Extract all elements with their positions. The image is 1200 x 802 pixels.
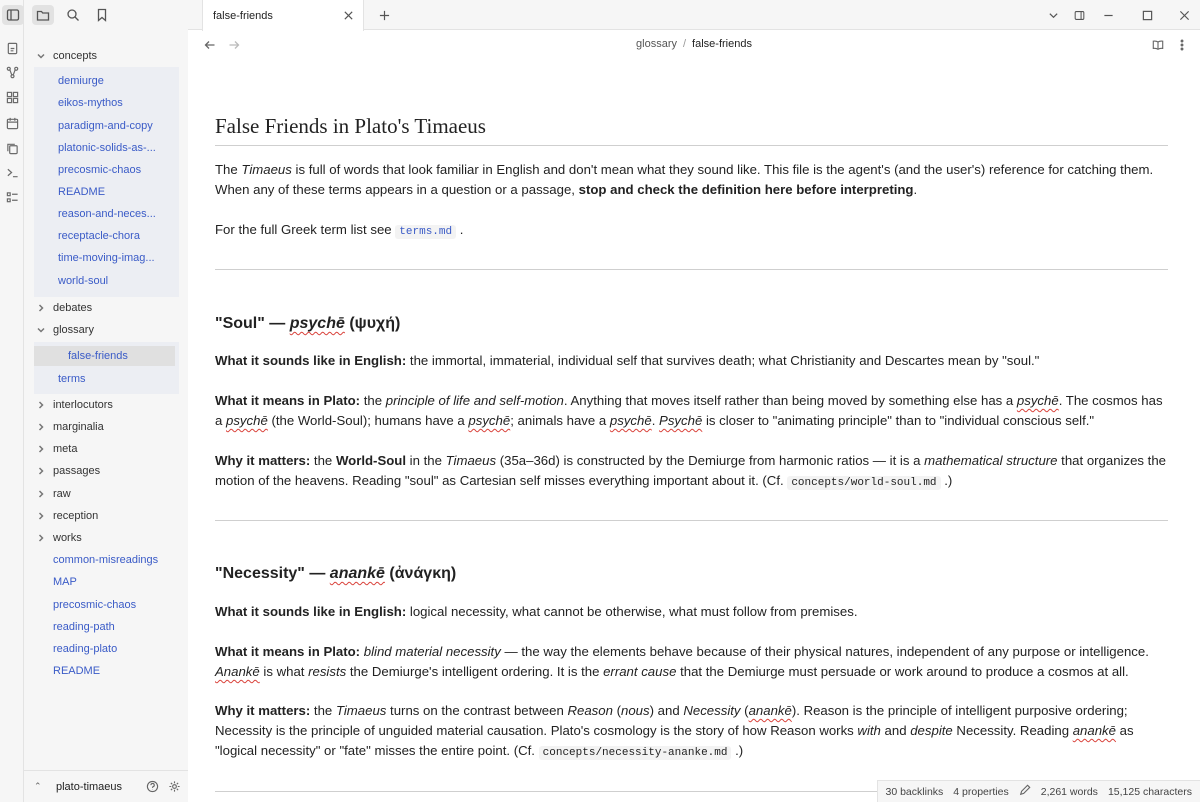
chevron-right-icon [34, 304, 48, 312]
tab-bar [188, 0, 1200, 30]
breadcrumb-folder[interactable]: glossary [636, 38, 677, 50]
close-tab-icon[interactable] [341, 8, 355, 22]
file-readme[interactable]: README [58, 186, 106, 198]
chevron-right-icon [34, 445, 48, 453]
file-reason-and-necessity[interactable]: reason-and-neces... [58, 208, 156, 220]
file-precosmic-chaos-root[interactable]: precosmic-chaos [53, 599, 137, 611]
close-window-icon[interactable] [1176, 7, 1192, 23]
breadcrumb-file[interactable]: false-friends [692, 38, 752, 50]
file-false-friends[interactable]: false-friends [34, 346, 175, 366]
chevron-right-icon [34, 512, 48, 520]
section-heading-necessity [215, 565, 456, 583]
folder-label: passages [53, 465, 101, 477]
heading-term: psychē [289, 315, 345, 332]
folder-label: debates [53, 302, 93, 314]
canvas-icon[interactable] [4, 89, 20, 105]
folder-marginalia[interactable] [34, 417, 104, 437]
file-reading-plato[interactable]: reading-plato [53, 643, 118, 655]
intro-text: For the full Greek term list see [215, 222, 392, 237]
heading-text: "Necessity" — [215, 565, 326, 582]
file-common-misreadings[interactable]: common-misreadings [53, 554, 159, 566]
status-bar [877, 780, 1200, 802]
file-time-moving-image[interactable]: time-moving-imag... [58, 252, 155, 264]
file-explorer-sidebar [24, 0, 188, 802]
edit-pencil-icon[interactable] [1019, 784, 1031, 799]
folder-debates[interactable] [34, 298, 92, 318]
soul-matters: Why it matters: the World-Soul in the Timaeus (35a–36d) is constructed by the Demiurge from harmonic ratios — it is a mathematical structure that organizes the motion of the heavens. Reading "soul" as Cartesian self misses everything important about it. (Cf. concepts/world-soul.md .) [215, 453, 1167, 489]
intro-paragraph: The Timaeus is full of words that look familiar in English and don't mean what they sound like. This file is the agent's (and the user's) reference for catching them. When any of these terms appears in a question or a passage, stop and check the definition here before interpreting. [215, 162, 1154, 197]
label: What it sounds like in English: [215, 604, 407, 619]
breadcrumb-separator: / [682, 38, 687, 50]
heading-greek: (ἀνάγκη) [389, 565, 457, 582]
tab-list-chevron-icon[interactable] [1045, 7, 1061, 23]
chevron-right-icon [34, 401, 48, 409]
world-soul-code[interactable]: concepts/world-soul.md [787, 476, 940, 490]
file-eikos-mythos[interactable]: eikos-mythos [58, 97, 123, 109]
label: What it means in Plato: [215, 644, 361, 659]
folder-label: works [53, 532, 82, 544]
folder-glossary[interactable] [34, 320, 94, 340]
terminal-icon[interactable] [4, 164, 20, 180]
file-receptacle-chora[interactable]: receptacle-chora [58, 230, 140, 242]
graph-icon[interactable] [4, 64, 20, 80]
search-icon[interactable] [62, 5, 84, 25]
file-paradigm-and-copy[interactable]: paradigm-and-copy [58, 120, 153, 132]
view-header [188, 31, 1200, 59]
terms-md-link[interactable]: terms.md [395, 225, 456, 239]
folder-interlocutors[interactable] [34, 395, 113, 415]
file-world-soul[interactable]: world-soul [58, 275, 109, 287]
folder-concepts[interactable] [34, 46, 97, 66]
vault-switcher[interactable] [24, 770, 188, 802]
file-demiurge[interactable]: demiurge [58, 75, 104, 87]
folder-label: meta [53, 443, 78, 455]
settings-gear-icon[interactable] [166, 779, 182, 795]
more-options-icon[interactable] [1174, 37, 1190, 53]
terms-reference-paragraph: For the full Greek term list see terms.md . [215, 222, 464, 238]
intro-bold-text: stop and check the definition here before interpreting [578, 182, 914, 197]
soul-sounds-like [215, 351, 1168, 371]
text: logical necessity, what cannot be otherwise, what must follow from premises. [409, 604, 858, 619]
necessity-means: What it means in Plato: blind material necessity — the way the elements behave because of their physical natures, independent of any purpose or intelligence. Anankē is what resists the Demiurge's intelligent ordering. It is the errant cause that the Demiurge must persuade or work around to produce a cosmos at all. [215, 644, 1149, 679]
calendar-icon[interactable] [4, 115, 20, 131]
folder-icon[interactable] [32, 5, 54, 25]
label: Why it matters: [215, 453, 311, 468]
file-precosmic-chaos[interactable]: precosmic-chaos [58, 164, 142, 176]
folder-reception[interactable] [34, 506, 98, 526]
left-ribbon [0, 0, 24, 802]
folder-raw[interactable] [34, 484, 71, 504]
chevron-down-icon [34, 326, 48, 334]
necessity-matters: Why it matters: the Timaeus turns on the contrast between Reason (nous) and Necessity (anankē). Reason is the principle of intelligent purposive ordering; Necessity is the principle of unguided material causation. Plato's cosmology is the story of how Reason works with and despite Necessity. Reading anankē as "logical necessity" or "fate" misses the entire point. (Cf. concepts/necessity-ananke.md .) [215, 703, 1134, 759]
copy-icon[interactable] [4, 140, 20, 156]
chevron-updown-icon: ⌃ [34, 781, 42, 791]
file-icon[interactable] [4, 40, 20, 56]
sidebar-toggle-icon[interactable] [2, 5, 24, 25]
file-terms[interactable]: terms [58, 373, 86, 385]
folder-meta[interactable] [34, 439, 77, 459]
folder-label: raw [53, 488, 71, 500]
word-count: 2,261 words [1040, 785, 1098, 798]
file-reading-path[interactable]: reading-path [53, 621, 115, 633]
heading-text: "Soul" — [215, 315, 286, 332]
intro-text: When any of these terms appears in a question or a passage, [215, 182, 575, 197]
divider [215, 269, 1168, 270]
help-icon[interactable] [144, 779, 160, 795]
necessity-sounds-like [215, 602, 1168, 622]
label: What it means in Plato: [215, 393, 361, 408]
tab-false-friends[interactable] [202, 0, 364, 31]
intro-text: The [215, 162, 238, 177]
folder-label: reception [53, 510, 99, 522]
label: Why it matters: [215, 703, 311, 718]
italic-text: blind material necessity [363, 644, 501, 659]
intro-text: is full of words that look familiar in English and don't mean what they sound like. This file is the agent's (and the user's) reference for catching them. [295, 162, 1154, 177]
heading-greek: (ψυχή) [349, 315, 401, 332]
soul-means: What it means in Plato: the principle of life and self-motion. Anything that moves itself rather than being moved by something else has a psychē. The cosmos has a psychē (the World-Soul); humans have a psychē; animals have a psychē. Psychē is closer to "animating principle" than to "individual conscious self." [215, 393, 1163, 428]
file-map[interactable]: MAP [53, 576, 77, 588]
maximize-window-icon[interactable] [1139, 7, 1155, 23]
new-tab-plus-icon[interactable] [376, 7, 392, 23]
minimize-window-icon[interactable] [1100, 7, 1116, 23]
right-sidebar-toggle-icon[interactable] [1071, 7, 1087, 23]
chevron-right-icon [34, 534, 48, 542]
file-readme-root[interactable]: README [53, 665, 101, 677]
tab-label: false-friends [213, 9, 273, 22]
breadcrumb [188, 38, 1200, 50]
list-icon[interactable] [4, 189, 20, 205]
italic-text: principle of life and self-motion [385, 393, 564, 408]
file-platonic-solids[interactable]: platonic-solids-as-... [58, 142, 156, 154]
backlinks-count[interactable]: 30 backlinks [885, 785, 944, 798]
section-heading-soul [215, 315, 400, 333]
text: the immortal, immaterial, individual self that survives death; what Christianity and Descartes mean by "soul." [409, 353, 1040, 368]
necessity-code[interactable]: concepts/necessity-ananke.md [539, 746, 732, 760]
chevron-right-icon [34, 423, 48, 431]
sidebar-toolbar [24, 0, 188, 30]
bookmark-icon[interactable] [91, 5, 113, 25]
intro-text: Timaeus [241, 162, 292, 177]
chevron-right-icon [34, 490, 48, 498]
chevron-down-icon [34, 52, 48, 60]
character-count: 15,125 characters [1107, 785, 1192, 798]
heading-term: anankē [329, 565, 385, 582]
label: What it sounds like in English: [215, 353, 407, 368]
page-title: False Friends in Plato's Timaeus [215, 114, 1168, 146]
folder-passages[interactable] [34, 461, 100, 481]
folder-label: concepts [53, 50, 98, 62]
chevron-right-icon [34, 467, 48, 475]
folder-label: interlocutors [53, 399, 113, 411]
vault-name: plato-timaeus [56, 780, 123, 793]
divider [215, 520, 1168, 521]
folder-label: marginalia [53, 421, 104, 433]
properties-count[interactable]: 4 properties [953, 785, 1009, 798]
folder-label: glossary [53, 324, 94, 336]
reading-view-book-icon[interactable] [1150, 37, 1166, 53]
folder-works[interactable] [34, 528, 82, 548]
